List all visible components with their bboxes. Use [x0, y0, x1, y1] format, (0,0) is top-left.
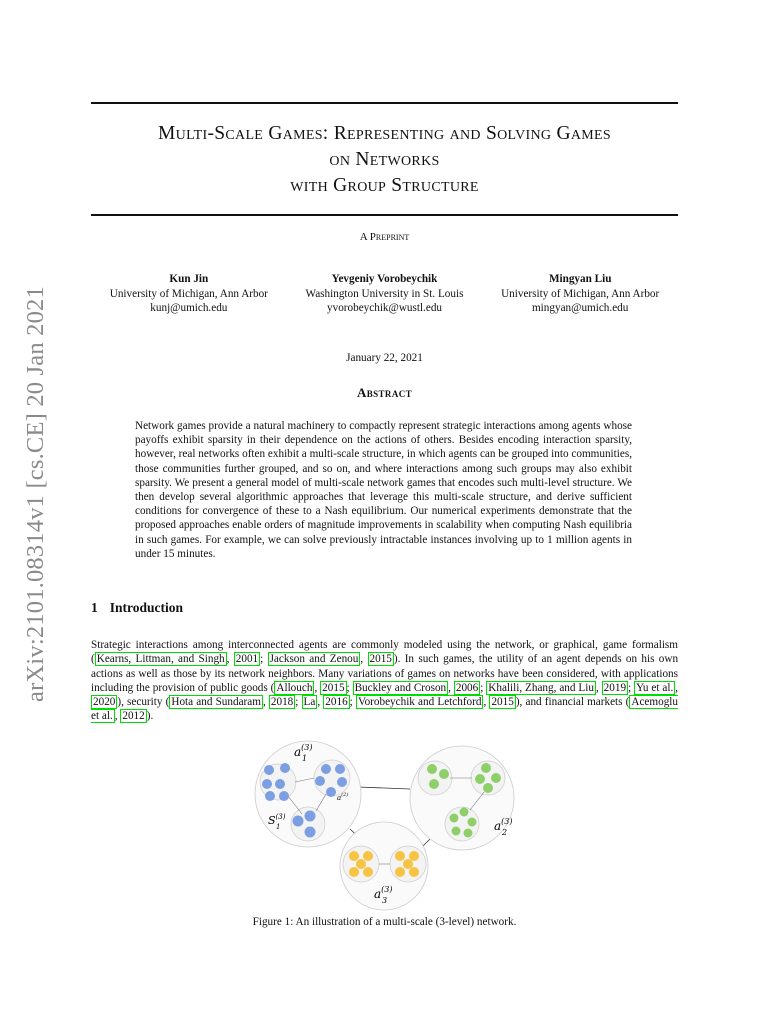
citation-link[interactable]: Allouch	[276, 681, 313, 694]
community-a1	[255, 741, 361, 847]
agent-node	[483, 783, 493, 793]
agent-node	[468, 818, 477, 827]
agent-node	[265, 791, 275, 801]
label-letter: S	[268, 814, 276, 827]
author-block	[91, 272, 678, 316]
label-sup: (3)	[275, 813, 286, 821]
citation-link[interactable]: La	[303, 696, 316, 709]
intro-text: ), and financial markets (	[515, 696, 630, 709]
author-affiliation: University of Michigan, Ann Arbor	[109, 287, 268, 300]
intro-text: ,	[317, 696, 324, 709]
intro-text: ,	[114, 710, 121, 723]
agent-node	[403, 859, 413, 869]
section-heading	[91, 600, 183, 616]
citation-link[interactable]: Vorobeychik and Letchford	[357, 696, 482, 709]
agent-node	[395, 867, 405, 877]
top-level-edge	[358, 787, 410, 789]
agent-node	[452, 827, 461, 836]
agent-node	[363, 851, 373, 861]
agent-node	[349, 851, 359, 861]
intro-text: ,	[360, 653, 368, 666]
intro-text: ;	[349, 696, 356, 709]
intro-paragraph	[91, 638, 678, 724]
label-letter: a	[337, 794, 342, 802]
agent-node	[315, 776, 325, 786]
citation-link[interactable]: 2018	[270, 696, 294, 709]
author-email: mingyan@umich.edu	[531, 302, 629, 314]
agent-node	[409, 867, 419, 877]
citation-link[interactable]: Buckley and Croson	[354, 681, 447, 694]
agent-node	[305, 811, 316, 822]
citation-link[interactable]: 2015	[322, 681, 345, 694]
agent-node	[335, 764, 345, 774]
author-affiliation: University of Michigan, Ann Arbor	[501, 287, 660, 300]
author-name: Mingyan Liu	[548, 273, 612, 285]
author-3	[482, 272, 678, 316]
citation-link[interactable]: Yu et al.	[636, 681, 674, 694]
intro-text: ,	[595, 681, 602, 694]
figure-caption: Figure 1: An illustration of a multi-scale (3-level) network.	[252, 916, 517, 928]
label-letter: a	[294, 745, 302, 759]
intro-text: ,	[262, 696, 269, 709]
agent-node	[427, 764, 437, 774]
title-line-3: with Group Structure	[290, 175, 479, 196]
title-line-2: on Networks	[329, 149, 440, 170]
intro-text: ,	[226, 653, 234, 666]
preprint-label: A Preprint	[359, 231, 410, 243]
community-a2	[410, 746, 514, 850]
label-sup: (2)	[341, 792, 349, 798]
citation-link[interactable]: 2019	[603, 681, 627, 694]
label-sup: (3)	[501, 817, 513, 826]
label-sub: 2	[502, 828, 508, 837]
agent-node	[409, 851, 419, 861]
agent-node	[460, 808, 469, 817]
title-line-1: Multi-Scale Games: Representing and Solving Games	[158, 123, 611, 144]
intro-text: ), security (	[117, 696, 170, 709]
label-sub: 1	[302, 754, 308, 763]
intro-text: ;	[295, 696, 302, 709]
citation-link[interactable]: 2016	[325, 696, 348, 709]
agent-node	[337, 777, 347, 787]
author-name: Yevgeniy Vorobeychik	[331, 273, 438, 285]
citation-link[interactable]: 2012	[122, 710, 145, 723]
intro-text: ,	[314, 681, 321, 694]
citation-link[interactable]: 2015	[491, 696, 514, 709]
agent-node	[363, 867, 373, 877]
agent-node	[439, 769, 449, 779]
label-sub: 3	[382, 896, 388, 905]
citation-link[interactable]: Acemoglu et al.	[91, 696, 678, 723]
intro-text: ). In such games, the utility of an agent depends on his own actions as well as those by its network neighbors. Many variations of games on networks have been considered, with applications including the provision of public goods (	[91, 653, 679, 694]
agent-node	[321, 764, 331, 774]
section-number: 1	[91, 600, 98, 615]
author-affiliation: Washington University in St. Louis	[305, 287, 464, 300]
multi-scale-network-figure	[250, 736, 520, 912]
citation-link[interactable]: Khalili, Zhang, and Liu	[488, 681, 594, 694]
intro-text: ,	[675, 681, 679, 694]
intro-text: ;	[260, 653, 268, 666]
agent-node	[464, 829, 473, 838]
intro-text: ;	[346, 681, 353, 694]
abstract-body: Network games provide a natural machinery to compactly represent strategic interactions among agents whose payoffs exhibit sparsity in their dependence on the actions of others. Besides encoding interaction sparsity, however, real networks often exhibit a multi-scale structure, in which agents can be grouped into communities, those communities further grouped, and so on, and where interactions among such groups may also exhibit sparsity. We present a general model of multi-scale network games that encodes such multi-level structure. We then develop several algorithmic approaches that leverage this multi-scale structure, and derive sufficient conditions for convergence of these to a Nash equilibrium. Our numerical experiments demonstrate that the proposed approaches enable orders of magnitude improvements in scalability when computing Nash equilibria in such games. For example, we can solve previously intractable instances involving up to 1 million agents in under 15 minutes.	[135, 420, 632, 560]
agent-node	[293, 816, 304, 827]
arxiv-id: arXiv:2101.08314v1 [cs.CE] 20 Jan 2021	[22, 286, 49, 702]
agent-node	[262, 779, 272, 789]
abstract-heading: Abstract	[356, 385, 413, 400]
intro-text: ).	[146, 710, 154, 723]
label-letter: a	[494, 819, 502, 833]
agent-node	[481, 763, 491, 773]
title-bottom-rule	[91, 214, 678, 216]
agent-node	[475, 774, 485, 784]
agent-node	[279, 791, 289, 801]
agent-node	[264, 765, 274, 775]
citation-link[interactable]: 2015	[369, 653, 392, 666]
section-title: Introduction	[109, 600, 184, 615]
author-name: Kun Jin	[169, 273, 209, 285]
intro-text: ,	[448, 681, 454, 694]
intro-text: ;	[480, 681, 487, 694]
title-top-rule	[91, 102, 678, 104]
citation-link[interactable]: Jackson and Zenou	[269, 653, 359, 666]
intro-text: ;	[628, 681, 635, 694]
agent-node	[349, 867, 359, 877]
author-email: yvorobeychik@wustl.edu	[327, 302, 443, 314]
citation-link[interactable]: 2001	[235, 653, 259, 666]
label-sup: (3)	[381, 885, 393, 894]
agent-node	[450, 814, 459, 823]
agent-node	[395, 851, 405, 861]
agent-node	[275, 779, 285, 789]
agent-node	[356, 859, 366, 869]
intro-text: Strategic interactions among interconnected agents are commonly modeled using the network, or graphical, game formalism (	[91, 639, 678, 666]
citation-link[interactable]: 2006	[455, 681, 479, 694]
label-letter: a	[374, 887, 382, 901]
paper-date: January 22, 2021	[346, 352, 423, 364]
agent-node	[491, 773, 501, 783]
agent-node	[280, 763, 290, 773]
agent-node	[305, 827, 316, 838]
agent-node	[326, 787, 336, 797]
author-1	[91, 272, 287, 316]
citation-link[interactable]: Hota and Sundaram	[171, 696, 261, 709]
arxiv-sidebar-stamp	[22, 284, 50, 704]
author-2	[287, 272, 483, 316]
paper-title	[91, 121, 678, 199]
author-email: kunj@umich.edu	[150, 302, 228, 314]
citation-link[interactable]: 2020	[93, 696, 116, 709]
citation-link[interactable]: Kearns, Littman, and Singh	[96, 653, 225, 666]
label-sup: (3)	[301, 743, 313, 752]
intro-text: ,	[483, 696, 490, 709]
community-a3	[340, 822, 428, 910]
label-sub: 1	[276, 823, 281, 831]
agent-node	[429, 779, 439, 789]
